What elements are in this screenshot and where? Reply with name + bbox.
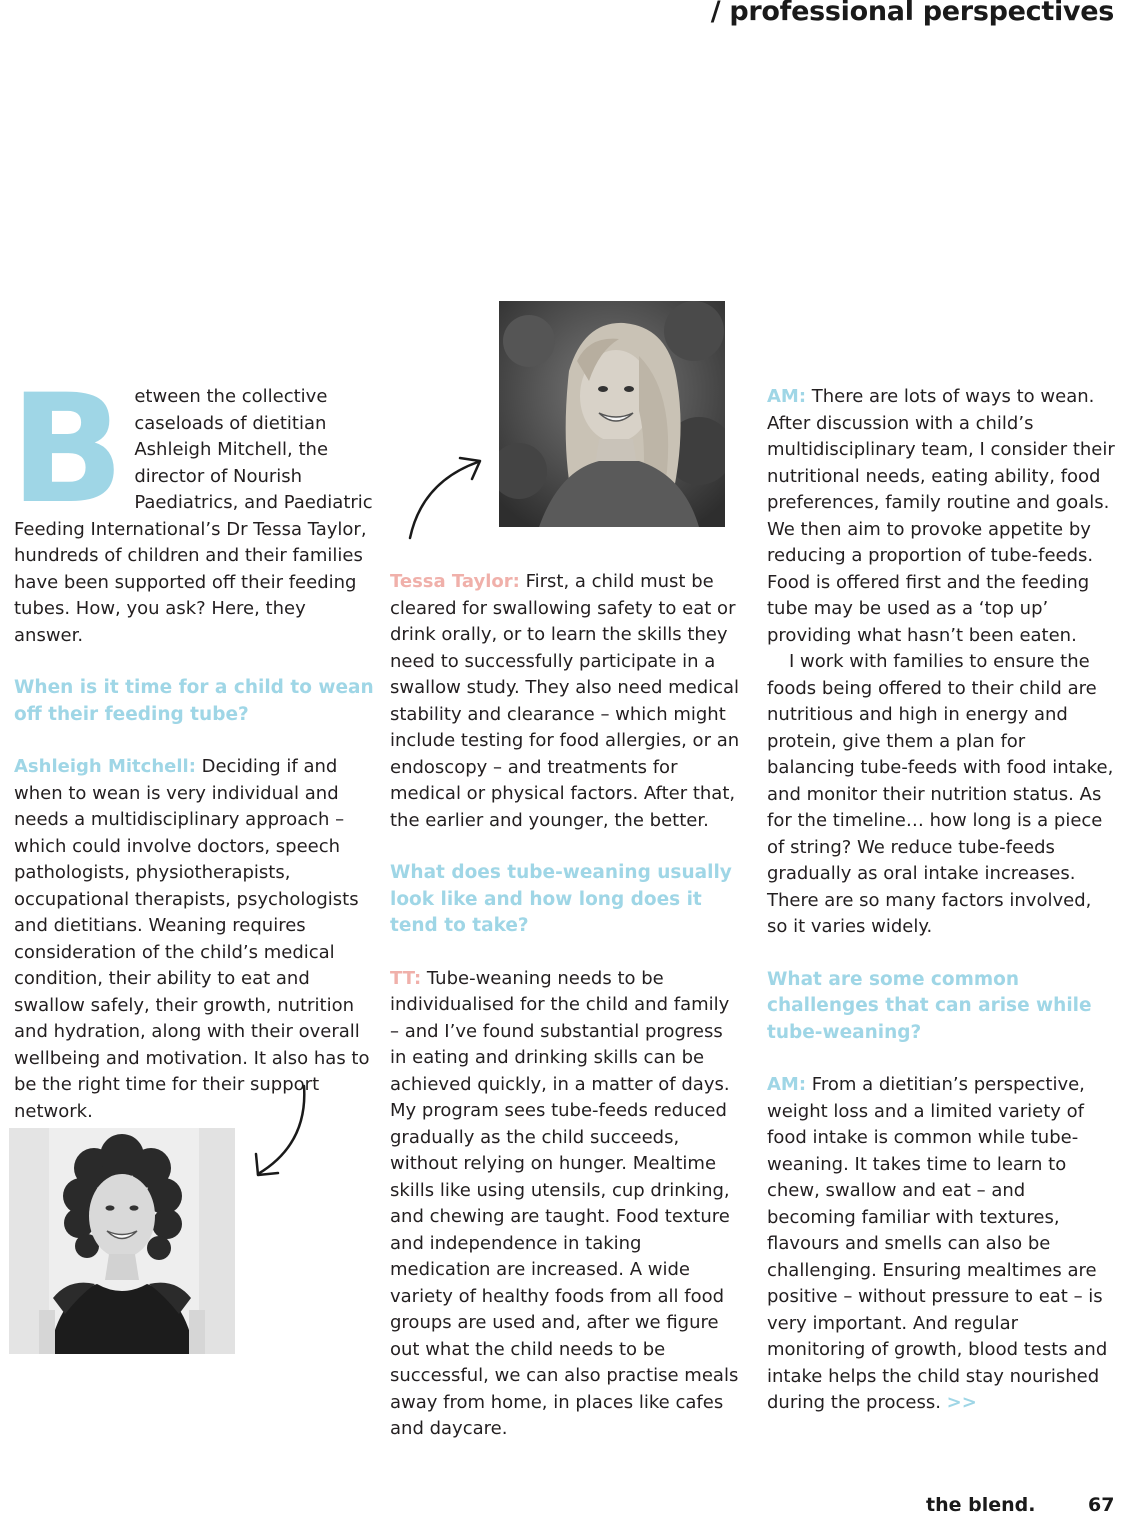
question-heading: What are some common challenges that can arise while tube-weaning?	[767, 968, 1092, 1043]
speaker-label: AM:	[767, 1074, 807, 1095]
answer-text: First, a child must be cleared for swallowing safety to eat or drink orally, or to learn the skills they need to successfully participate in a swallow study. They also need medical stability and clearance – which might include testing for food allergies, or an endoscopy – and treatments for medical or physical factors. After that, the earlier and younger, the better.	[390, 571, 740, 831]
drop-cap: B	[10, 363, 125, 537]
answer-text: Tube-weaning needs to be individualised for the child and family – and I’ve found substantial progress in eating and drinking skills can be achieved quickly, in a matter of days. My program sees tube-feeds reduced gradually as the child succeeds, without relying on hunger. Mealtime skills like using utensils, cup drinking, and chewing are taught. Food texture and independence in taking medication are increased. A wide variety of healthy foods from all food groups are used and, after we figure out what the child needs to be successful, we can also practise meals away from home, in places like cafes and daycare.	[390, 967, 739, 1439]
column-right	[767, 384, 1117, 1417]
question-heading: When is it time for a child to wean off their feeding tube?	[14, 677, 374, 725]
column-left	[10, 363, 374, 1125]
continue-marker: >>	[946, 1392, 977, 1413]
answer-paragraph	[390, 966, 742, 1443]
answer-paragraph	[14, 754, 374, 1125]
arrow-to-tessa-icon	[404, 452, 488, 542]
intro-paragraph: etween the collective caseloads of dietitian Ashleigh Mitchell, the director of Nourish Paediatrics, and Paediatric Feeding International’s Dr Tessa Taylor, hundreds of children and their families have been supported off their feeding tubes. How, you ask? Here, they answer.	[14, 386, 373, 646]
answer-text: From a dietitian’s perspective, weight loss and a limited variety of food intake is common while tube-weaning. It takes time to learn to chew, swallow and eat – and becoming familiar with textures, flavours and smells can also be challenging. Ensuring mealtimes are positive – without pressure to eat – is very important. And regular monitoring of growth, blood tests and intake helps the child stay nourished during the process.	[767, 1074, 1108, 1413]
answer-paragraph	[767, 1072, 1117, 1417]
speaker-label: Tessa Taylor:	[390, 571, 520, 592]
column-middle	[390, 569, 742, 1443]
answer-paragraph	[767, 384, 1117, 649]
section-title: / professional perspectives	[710, 0, 1114, 27]
answer-paragraph-continued: I work with families to ensure the foods being offered to their child are nutritious and high in energy and protein, give them a plan for balancing tube-feeds with food intake, and monitor their nutrition status. As for the timeline… how long is a piece of string? We reduce tube-feeds gradually as oral intake increases. There are so many factors involved, so it varies widely.	[767, 651, 1114, 937]
magazine-name: the blend.	[926, 1494, 1036, 1516]
arrow-to-ashleigh-icon	[250, 1082, 314, 1180]
answer-paragraph	[390, 569, 742, 834]
speaker-label: AM:	[767, 386, 807, 407]
page-number: 67	[1088, 1494, 1115, 1516]
question-heading: What does tube-weaning usually look like and how long does it tend to take?	[390, 862, 732, 936]
ashleigh-mitchell-photo	[9, 1128, 235, 1354]
speaker-label: TT:	[390, 967, 422, 989]
answer-text: There are lots of ways to wean. After discussion with a child’s multidisciplinary team, I consider their nutritional needs, eating ability, food preferences, family routine and goals. We then aim to provoke appetite by reducing a proportion of tube-feeds. Food is offered first and the feeding tube may be used as a ‘top up’ providing what hasn’t been eaten.	[767, 386, 1115, 646]
tessa-taylor-photo	[499, 301, 725, 527]
speaker-label: Ashleigh Mitchell:	[14, 756, 196, 777]
answer-text: Deciding if and when to wean is very individual and needs a multidisciplinary approach – which could involve doctors, speech pathologists, physiotherapists, occupational therapists, psychologists and dietitians. Weaning requires consideration of the child’s medical condition, their ability to eat and swallow safely, their growth, nutrition and hydration, along with their overall wellbeing and motivation. It also has to be the right time for their support network.	[14, 756, 370, 1122]
